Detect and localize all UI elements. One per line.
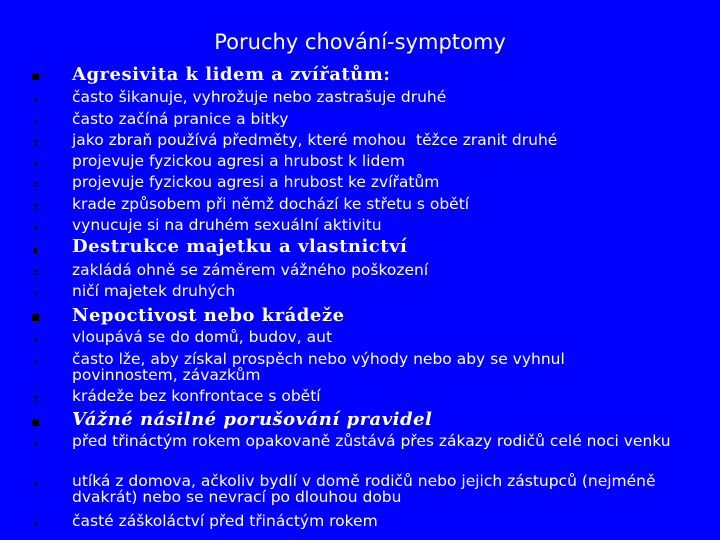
heading-vazne-porusovani: Vážné násilné porušování pravidel [72,409,433,430]
circle-bullet-icon [33,291,38,296]
circle-bullet-icon [33,225,38,230]
circle-bullet-icon [33,441,38,446]
circle-bullet-icon [33,204,38,209]
circle-bullet-icon [33,182,38,187]
circle-bullet-icon [33,97,38,102]
slide-title: Poruchy chování-symptomy [214,30,506,54]
heading-destrukce: Destrukce majetku a vlastnictví [72,236,408,257]
circle-bullet-icon [33,521,38,526]
circle-bullet-icon [33,481,38,486]
circle-bullet-icon [33,396,38,401]
square-bullet-icon [32,73,39,80]
heading-agresivita: Agresivita k lidem a zvířatům: [72,64,391,85]
square-bullet-icon [32,314,39,321]
circle-bullet-icon [33,270,38,275]
heading-nepoctivost: Nepoctivost nebo krádeže [72,305,345,326]
circle-bullet-icon [33,359,38,364]
circle-bullet-icon [33,337,38,342]
square-bullet-icon [33,248,37,253]
circle-bullet-icon [33,161,38,166]
circle-bullet-icon [33,119,38,124]
circle-bullet-icon [33,140,38,145]
square-bullet-icon [32,419,39,426]
